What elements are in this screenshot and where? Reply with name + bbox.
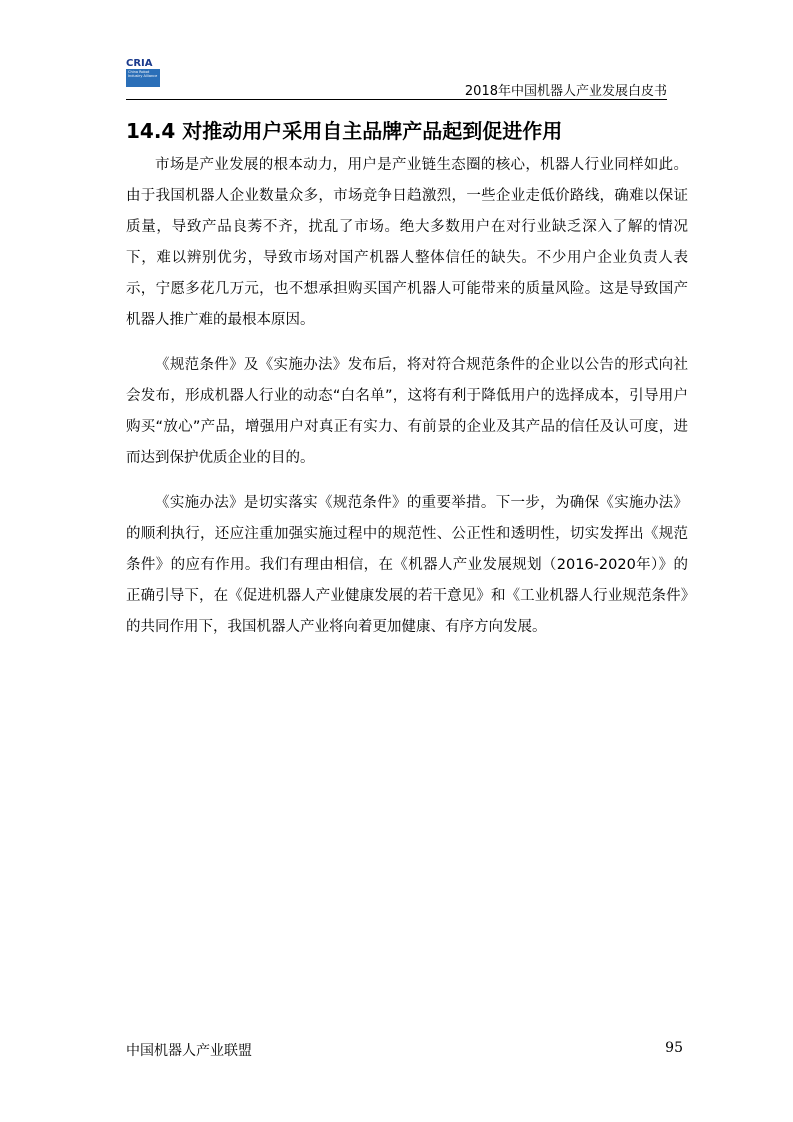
footer-organization: 中国机器人产业联盟 [126, 1043, 252, 1059]
logo-text: CRIA [126, 58, 153, 69]
section-body [126, 150, 688, 657]
paragraph-1: 市场是产业发展的根本动力，用户是产业链生态圈的核心，机器人行业同样如此。由于我国机器人企业数量众多，市场竞争日趋激烈，一些企业走低价路线，确难以保证质量，导致产品良莠不齐，扰乱了市场。绝大多数用户在对行业缺乏深入了解的情况下，难以辨别优劣，导致市场对国产机器人整体信任的缺失。不少用户企业负责人表示，宁愿多花几万元，也不想承担购买国产机器人可能带来的质量风险。这是导致国产机器人推广难的最根本原因。 [126, 157, 688, 328]
page-number: 95 [665, 1040, 683, 1056]
paragraph-3: 《实施办法》是切实落实《规范条件》的重要举措。下一步，为确保《实施办法》的顺利执行，还应注重加强实施过程中的规范性、公正性和透明性，切实发挥出《规范条件》的应有作用。我们有理由相信，在《机器人产业发展规划（2016-2020年）》的正确引导下，在《促进机器人产业健康发展的若干意见》和《工业机器人行业规范条件》的共同作用下，我国机器人产业将向着更加健康、有序方向发展。 [126, 495, 688, 635]
section-heading: 14.4 对推动用户采用自主品牌产品起到促进作用 [126, 119, 563, 143]
header-divider [126, 99, 667, 100]
logo-subtext: China Robot Industry Alliance [128, 70, 158, 78]
paragraph-2: 《规范条件》及《实施办法》发布后，将对符合规范条件的企业以公告的形式向社会发布，形成机器人行业的动态“白名单”，这将有利于降低用户的选择成本，引导用户购买“放心”产品，增强用户对真正有实力、有前景的企业及其产品的信任及认可度，进而达到保护优质企业的目的。 [126, 357, 688, 466]
cria-logo [126, 58, 160, 86]
running-header-title: 2018年中国机器人产业发展白皮书 [464, 84, 667, 99]
